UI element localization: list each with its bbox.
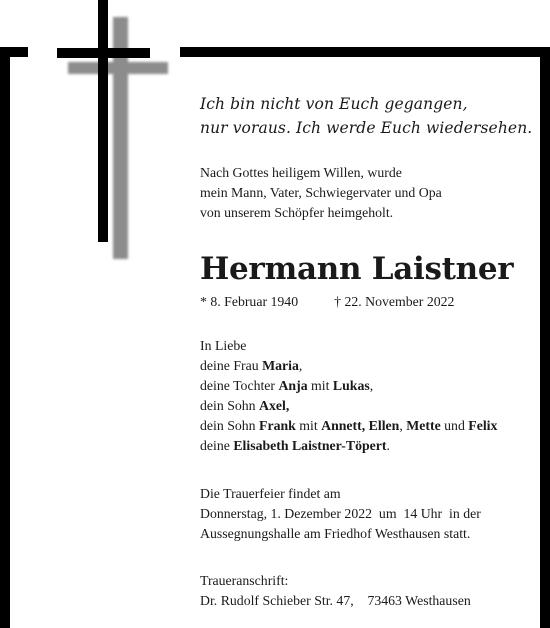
mourners-heading: In Liebe: [200, 338, 247, 353]
wife-suffix: ,: [298, 358, 303, 373]
mourner-daughter: [200, 376, 497, 396]
sister-prefix: deine: [200, 438, 234, 453]
mourner-son-2: [200, 416, 497, 436]
cross-shadow-horizontal: [68, 62, 168, 74]
grandchild-2-name: Ellen: [368, 418, 400, 433]
cross-vertical-beam: [98, 0, 108, 242]
funeral-line-1: Die Trauerfeier findet am: [200, 486, 341, 501]
intro-line-1: Nach Gottes heiligem Willen, wurde: [200, 165, 402, 180]
daughter-prefix: deine Tochter: [200, 378, 279, 393]
intro-line-2: mein Mann, Vater, Schwiegervater und Opa: [200, 185, 442, 200]
son1-prefix: dein Sohn: [200, 398, 260, 413]
funeral-line-3: Aussegnungshalle am Friedhof Westhausen statt.: [200, 526, 471, 541]
death-date: † 22. November 2022: [334, 294, 455, 309]
grandchild-1-name: Annett,: [321, 418, 366, 433]
son2-name: Frank: [259, 418, 296, 433]
mourner-son-1: [200, 396, 497, 416]
daughter-name: Anja: [278, 378, 308, 393]
grandchild-sep-2: ,: [399, 418, 407, 433]
son1-name: Axel,: [259, 398, 290, 413]
deceased-name: Hermann Laistner: [200, 251, 514, 287]
mourning-address: [200, 571, 471, 611]
sister-name: Elisabeth Laistner-Töpert: [233, 438, 387, 453]
frame-right: [540, 47, 550, 628]
intro-text: [200, 163, 442, 223]
quote-line-1: Ich bin nicht von Euch gegangen,: [200, 95, 468, 113]
funeral-line-2: Donnerstag, 1. Dezember 2022 um 14 Uhr in der: [200, 506, 481, 521]
grandchild-4-name: Felix: [468, 418, 498, 433]
funeral-info: [200, 484, 481, 544]
grandchild-3-name: Mette: [406, 418, 441, 433]
mourners-list: [200, 336, 497, 456]
address-line: Dr. Rudolf Schieber Str. 47, 73463 Westhausen: [200, 593, 471, 608]
son2-prefix: dein Sohn: [200, 418, 260, 433]
frame-left: [0, 47, 10, 628]
daughter-mid: mit: [307, 378, 333, 393]
life-dates: [200, 293, 454, 311]
quote-line-2: nur voraus. Ich werde Euch wiedersehen.: [200, 119, 533, 137]
intro-line-3: von unserem Schöpfer heimgeholt.: [200, 205, 394, 220]
grandchild-sep-3: und: [440, 418, 469, 433]
cross-horizontal-beam: [57, 48, 150, 58]
sister-suffix: .: [386, 438, 390, 453]
mourner-wife: [200, 356, 497, 376]
son2-mid: mit: [295, 418, 322, 433]
mourner-sister: [200, 436, 497, 456]
wife-prefix: deine Frau: [200, 358, 263, 373]
frame-top-right: [180, 47, 550, 57]
daughter-suffix: ,: [369, 378, 374, 393]
address-heading: Traueranschrift:: [200, 573, 289, 588]
birth-date: * 8. Februar 1940: [200, 294, 299, 309]
bible-quote: [200, 92, 532, 140]
wife-name: Maria: [262, 358, 299, 373]
daughter-partner-name: Lukas: [332, 378, 370, 393]
